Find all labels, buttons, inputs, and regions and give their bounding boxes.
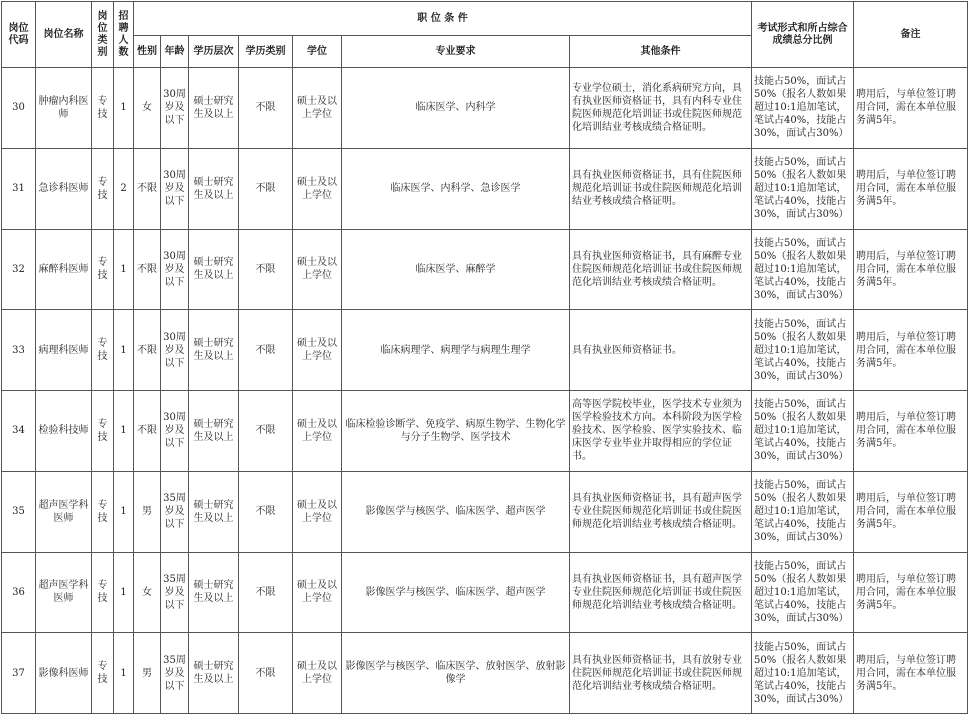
cell-category: 专技	[92, 633, 114, 714]
cell-code: 37	[2, 633, 36, 714]
cell-age: 30周岁及以下	[161, 229, 189, 310]
cell-gender: 不限	[134, 229, 161, 310]
table-row	[2, 310, 968, 391]
cell-gender: 男	[134, 633, 161, 714]
cell-note: 聘用后，与单位签订聘用合同，需在本单位服务满5年。	[854, 68, 968, 149]
cell-count: 1	[114, 310, 134, 391]
cell-exam: 技能占50%，面试占50%（报名人数如果超过10:1追加笔试，笔试占40%，技能占30%，面试占30%）	[752, 229, 854, 310]
cell-other: 具有执业医师资格证书，具有麻醉专业住院医师规范化培训证书或住院医师规范化培训结业考核成绩合格证明。	[570, 229, 752, 310]
cell-degree: 硕士及以上学位	[293, 391, 342, 472]
header-note: 备注	[854, 2, 968, 68]
cell-degree: 硕士及以上学位	[293, 229, 342, 310]
cell-code: 36	[2, 552, 36, 633]
cell-name: 影像科医师	[36, 633, 92, 714]
table-row	[2, 552, 968, 633]
header-edu-type: 学历类别	[239, 36, 293, 68]
cell-edu-level: 硕士研究生及以上	[189, 229, 239, 310]
table-body	[2, 68, 968, 714]
cell-degree: 硕士及以上学位	[293, 552, 342, 633]
cell-other: 具有执业医师资格证书，具有住院医师规范化培训证书或住院医师规范化培训结业考核成绩合格证明。	[570, 148, 752, 229]
cell-note: 聘用后，与单位签订聘用合同，需在本单位服务满5年。	[854, 229, 968, 310]
cell-gender: 女	[134, 552, 161, 633]
cell-edu-level: 硕士研究生及以上	[189, 68, 239, 149]
header-count: 招聘人数	[114, 2, 134, 68]
cell-age: 30周岁及以下	[161, 310, 189, 391]
header-other: 其他条件	[570, 36, 752, 68]
cell-category: 专技	[92, 148, 114, 229]
cell-note: 聘用后，与单位签订聘用合同，需在本单位服务满5年。	[854, 552, 968, 633]
cell-edu-type: 不限	[239, 229, 293, 310]
cell-edu-level: 硕士研究生及以上	[189, 552, 239, 633]
cell-major: 临床医学、内科学	[342, 68, 570, 149]
cell-code: 33	[2, 310, 36, 391]
cell-degree: 硕士及以上学位	[293, 633, 342, 714]
cell-gender: 男	[134, 471, 161, 552]
cell-gender: 女	[134, 68, 161, 149]
cell-age: 30周岁及以下	[161, 391, 189, 472]
table-row	[2, 391, 968, 472]
cell-major: 影像医学与核医学、临床医学、超声医学	[342, 471, 570, 552]
header-degree: 学位	[293, 36, 342, 68]
cell-major: 临床医学、麻醉学	[342, 229, 570, 310]
cell-edu-type: 不限	[239, 310, 293, 391]
cell-name: 超声医学科医师	[36, 471, 92, 552]
header-gender: 性别	[134, 36, 161, 68]
cell-other: 具有执业医师资格证书。	[570, 310, 752, 391]
cell-exam: 技能占50%，面试占50%（报名人数如果超过10:1追加笔试，笔试占40%，技能占30%，面试占30%）	[752, 633, 854, 714]
cell-edu-level: 硕士研究生及以上	[189, 471, 239, 552]
cell-name: 肿瘤内科医师	[36, 68, 92, 149]
header-major: 专业要求	[342, 36, 570, 68]
cell-degree: 硕士及以上学位	[293, 310, 342, 391]
cell-edu-level: 硕士研究生及以上	[189, 391, 239, 472]
cell-name: 急诊科医师	[36, 148, 92, 229]
cell-note: 聘用后，与单位签订聘用合同，需在本单位服务满5年。	[854, 471, 968, 552]
cell-edu-level: 硕士研究生及以上	[189, 633, 239, 714]
cell-code: 32	[2, 229, 36, 310]
header-code: 岗位代码	[2, 2, 36, 68]
cell-name: 病理科医师	[36, 310, 92, 391]
cell-gender: 不限	[134, 310, 161, 391]
table-row	[2, 471, 968, 552]
cell-category: 专技	[92, 310, 114, 391]
cell-gender: 不限	[134, 148, 161, 229]
cell-other: 高等医学院校毕业，医学技术专业须为医学检验技术方向。本科阶段为医学检验技术、医学检验、医学实验技术、临床医学专业毕业并取得相应的学位证书。	[570, 391, 752, 472]
cell-category: 专技	[92, 471, 114, 552]
header-name: 岗位名称	[36, 2, 92, 68]
cell-name: 超声医学科医师	[36, 552, 92, 633]
table-row	[2, 148, 968, 229]
header-age: 年龄	[161, 36, 189, 68]
cell-count: 2	[114, 148, 134, 229]
cell-count: 1	[114, 552, 134, 633]
cell-code: 30	[2, 68, 36, 149]
table-row	[2, 68, 968, 149]
cell-note: 聘用后，与单位签订聘用合同，需在本单位服务满5年。	[854, 391, 968, 472]
cell-count: 1	[114, 68, 134, 149]
cell-category: 专技	[92, 391, 114, 472]
cell-age: 30周岁及以下	[161, 68, 189, 149]
job-positions-table	[1, 1, 968, 714]
cell-code: 31	[2, 148, 36, 229]
cell-edu-type: 不限	[239, 391, 293, 472]
cell-edu-type: 不限	[239, 148, 293, 229]
cell-exam: 技能占50%，面试占50%（报名人数如果超过10:1追加笔试，笔试占40%，技能占30%，面试占30%）	[752, 391, 854, 472]
cell-major: 临床检验诊断学、免疫学、病原生物学、生物化学与分子生物学、医学技术	[342, 391, 570, 472]
cell-name: 麻醉科医师	[36, 229, 92, 310]
cell-category: 专技	[92, 552, 114, 633]
cell-edu-level: 硕士研究生及以上	[189, 148, 239, 229]
cell-exam: 技能占50%，面试占50%（报名人数如果超过10:1追加笔试，笔试占40%，技能占30%，面试占30%）	[752, 310, 854, 391]
header-edu-level: 学历层次	[189, 36, 239, 68]
cell-degree: 硕士及以上学位	[293, 471, 342, 552]
cell-major: 影像医学与核医学、临床医学、放射医学、放射影像学	[342, 633, 570, 714]
cell-age: 30周岁及以下	[161, 148, 189, 229]
cell-gender: 不限	[134, 391, 161, 472]
table-row	[2, 229, 968, 310]
cell-other: 专业学位硕士，消化系病研究方向，具有执业医师资格证书，具有内科专业住院医师规范化培训证书或住院医师规范化培训结业考核成绩合格证明。	[570, 68, 752, 149]
cell-count: 1	[114, 229, 134, 310]
cell-major: 影像医学与核医学、临床医学、超声医学	[342, 552, 570, 633]
cell-code: 35	[2, 471, 36, 552]
cell-name: 检验科技师	[36, 391, 92, 472]
cell-other: 具有执业医师资格证书，具有超声医学专业住院医师规范化培训证书或住院医师规范化培训结业考核成绩合格证明。	[570, 552, 752, 633]
cell-note: 聘用后，与单位签订聘用合同，需在本单位服务满5年。	[854, 310, 968, 391]
table-row	[2, 633, 968, 714]
cell-exam: 技能占50%，面试占50%（报名人数如果超过10:1追加笔试，笔试占40%，技能占30%，面试占30%）	[752, 148, 854, 229]
header-category: 岗位类别	[92, 2, 114, 68]
cell-degree: 硕士及以上学位	[293, 148, 342, 229]
cell-edu-type: 不限	[239, 552, 293, 633]
cell-other: 具有执业医师资格证书，具有超声医学专业住院医师规范化培训证书或住院医师规范化培训结业考核成绩合格证明。	[570, 471, 752, 552]
cell-category: 专技	[92, 68, 114, 149]
cell-count: 1	[114, 633, 134, 714]
cell-edu-type: 不限	[239, 68, 293, 149]
cell-exam: 技能占50%，面试占50%（报名人数如果超过10:1追加笔试，笔试占40%，技能占30%，面试占30%）	[752, 68, 854, 149]
cell-major: 临床医学、内科学、急诊医学	[342, 148, 570, 229]
cell-degree: 硕士及以上学位	[293, 68, 342, 149]
cell-exam: 技能占50%，面试占50%（报名人数如果超过10:1追加笔试，笔试占40%，技能占30%，面试占30%）	[752, 471, 854, 552]
cell-count: 1	[114, 391, 134, 472]
cell-other: 具有执业医师资格证书，具有放射专业住院医师规范化培训证书或住院医师规范化培训结业考核成绩合格证明。	[570, 633, 752, 714]
cell-count: 1	[114, 471, 134, 552]
cell-exam: 技能占50%，面试占50%（报名人数如果超过10:1追加笔试，笔试占40%，技能占30%，面试占30%）	[752, 552, 854, 633]
header-conditions: 职 位 条 件	[134, 2, 752, 36]
cell-note: 聘用后，与单位签订聘用合同，需在本单位服务满5年。	[854, 148, 968, 229]
cell-category: 专技	[92, 229, 114, 310]
document-page	[1, 1, 967, 713]
cell-age: 35周岁及以下	[161, 633, 189, 714]
cell-age: 35周岁及以下	[161, 471, 189, 552]
cell-major: 临床病理学、病理学与病理生理学	[342, 310, 570, 391]
cell-code: 34	[2, 391, 36, 472]
header-row-1	[2, 2, 968, 36]
cell-age: 35周岁及以下	[161, 552, 189, 633]
cell-edu-type: 不限	[239, 633, 293, 714]
cell-note: 聘用后，与单位签订聘用合同，需在本单位服务满5年。	[854, 633, 968, 714]
cell-edu-level: 硕士研究生及以上	[189, 310, 239, 391]
cell-edu-type: 不限	[239, 471, 293, 552]
header-exam: 考试形式和所占综合成绩总分比例	[752, 2, 854, 68]
